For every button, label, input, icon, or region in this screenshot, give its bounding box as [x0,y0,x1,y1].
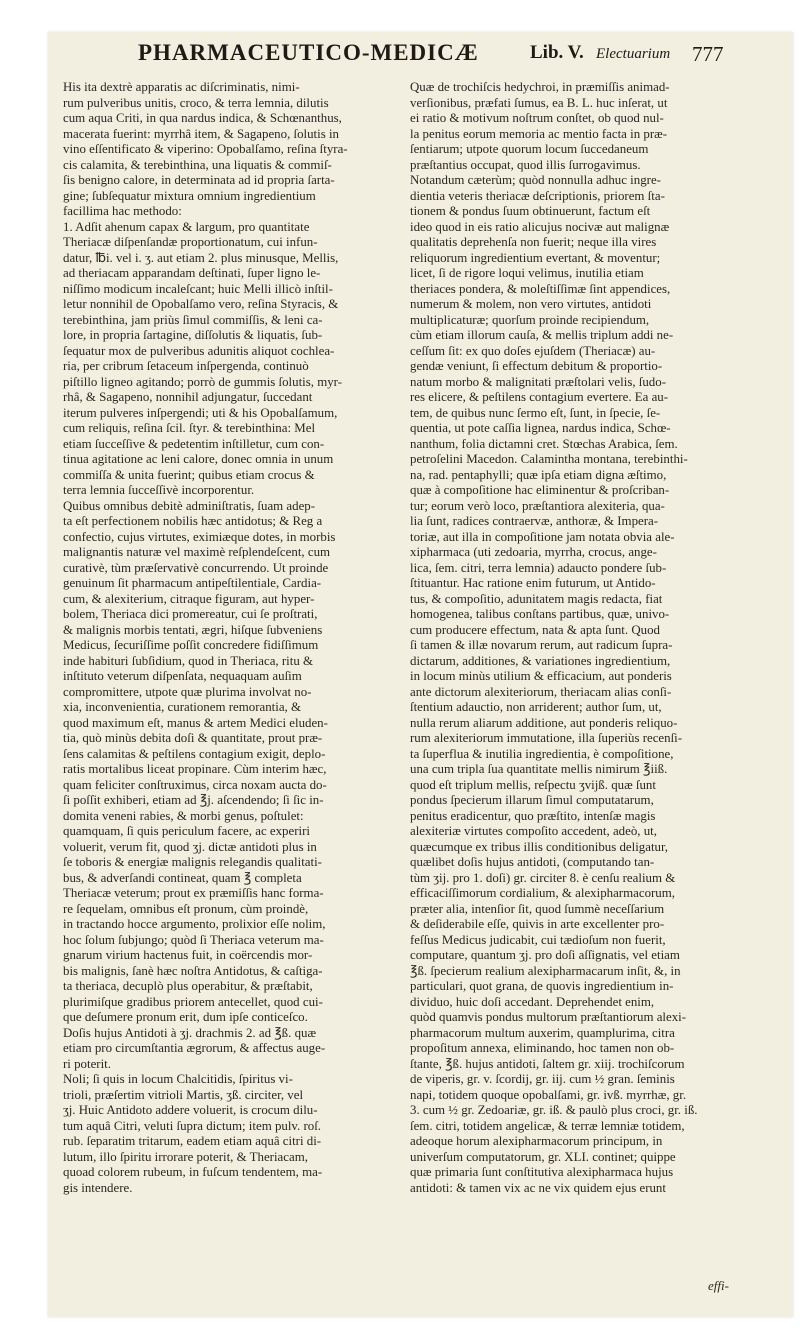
text-line: ta theriaca, decuplò plus operabitur, & præſtabit, [63,979,313,993]
text-line: ſtentium adauctio, non arriderent; author ſum, ut, [410,700,662,714]
text-line: dientia veteris theriacæ deſcriptionis, priorem ſta- [410,188,665,203]
text-line: gnarum virium hactenus fuit, in coërcendis mor- [63,948,313,962]
text-line: nanthum, folia dictamni cret. Stœchas Arabica, ſem. [410,436,678,451]
text-line: ſentiarum; utpote quorum locum ſuccedaneum [410,142,649,156]
text-line: xia, inconvenientia, curationem remorantia, & [63,700,302,714]
text-line: licet, ſi de rigore loqui velimus, inutilia etiam [410,266,644,280]
text-line: compromittere, utpote quæ plurima involvat no- [63,684,312,699]
text-line: de viperis, gr. v. ſcordij, gr. iij. cum ½ gran. ſeminis [410,1072,675,1086]
text-line: quod maximum eſt, manus & artem Medici eluden- [63,715,328,730]
text-line: quæ primaria ſunt conſtitutiva alexipharmaca hujus [410,1165,674,1179]
text-line: quòd quamvis pondus multorum præſtantiorum alexi- [410,1010,687,1024]
text-line: datur, ℔i. vel i. ʒ. aut etiam 2. plus minusque, Mellis, [63,250,339,265]
text-line: gis intendere. [63,1180,133,1195]
text-line: cum reliquis, reſina ſcil. ſtyr. & terebinthina: Mel [63,421,316,435]
text-line: curativè, tùm præſervativè concurrendo. Ut proinde [63,560,329,575]
text-line: 1. Adſit ahenum capax & largum, pro quantitate [63,219,310,234]
text-line: feſſus Medicus judicabit, cui tædioſum non fuerit, [410,932,666,947]
text-line: cis calamita, & terebinthina, una liquatis & commiſ- [63,157,332,172]
text-line: ad theriacam apparandam deſtinati, ſuper ligno le- [63,266,321,280]
book-page [48,32,793,1317]
text-line: antidoti: & tamen vix ac ne vix quidem ejus erunt [410,1180,666,1195]
text-line: una cum tripla ſua quantitate mellis nimirum ℥iiß. [410,762,668,776]
text-line: præſtantius occupat, quod illis ſurrogavimus. [410,157,641,172]
text-line: toriæ, aut illa in compoſitione jam notata obvia ale- [410,529,675,544]
text-line: quod eſt triplum mellis, reſpectu ʒvijß. quæ ſunt [410,777,656,792]
text-line: quamquam, ſi quis periculum facere, ac experiri [63,824,310,838]
text-line: macerata fuerint: myrrhâ item, & Sagapeno, ſolutis in [63,126,339,141]
text-line: multiplicaturæ; quorſum proinde recipiendum, [410,312,650,327]
text-line: tùm ʒij. pro 1. doſi) gr. circiter 8. è cenſu realium & [410,870,676,885]
text-line: cum aqua Criti, in qua nardus indica, & Schœnanthus, [63,111,342,125]
text-line: domita veneni rabies, & morbi genus, poſtulet: [63,808,304,823]
text-line: ſe toboris & energiæ malignis relegandis qualitati- [63,855,322,869]
text-line: hoc ſolum ſubjungo; quòd ſi Theriaca veterum ma- [63,932,324,947]
page-number: 777 [692,42,724,66]
text-line: facillima hac methodo: [63,204,182,218]
text-line: particulari, quot grana, de quovis ingredientium in- [410,979,674,993]
text-line: na, rad. pentaphylli; quæ ipſa etiam digna æſtimo, [410,467,667,482]
text-line: inde habituri ſubſidium, quod in Theriaca, ritu & [63,653,314,668]
text-line: nulla rerum aliarum additione, aut ponderis reliquo- [410,715,678,730]
text-line: terra lemnia ſucceſſivè incorporentur. [63,483,255,497]
text-line: ſens calamitas & peſtilens contagium exigit, deplo- [63,746,326,761]
text-line: rum alexiteriorum immutatione, illa ſuperiùs recenſi- [410,731,683,745]
text-line: adeoque horum alexipharmacorum principum, in [410,1134,663,1148]
text-line: vino eſſentificato & viperino: Opobalſamo, reſina ſtyra- [63,142,348,156]
text-line: plurimiſque gradibus priorem antecellet, quod cui- [63,994,323,1009]
text-line: His ita dextrè apparatis ac diſcriminatis, nimi- [63,80,300,94]
text-line: etiam pro circumſtantia ægrorum, & affectus auge- [63,1041,326,1055]
text-line: dividuo, huic doſi accedant. Deprehendet enim, [410,994,655,1009]
text-line: inſtituto veterum diſpenſata, nequaquam auſim [63,669,302,683]
text-line: verſionibus, præfati ſumus, ea B. L. huc inſerat, ut [410,95,668,110]
text-line: lia ſunt, radices contraervæ, anthoræ, & Impera- [410,514,659,528]
text-line: bus, & adverſandi contineat, quam ℥ completa [63,870,302,885]
text-line: ideo quod in eis ratio alicujus nocivæ aut malignæ [410,219,670,234]
text-line: numerum & molem, non vero virtutes, antidoti [410,297,652,311]
text-line: ante dictorum alexiteriorum, theriacam alias conſi- [410,684,672,699]
text-line: que deſumere pronum erit, dum ipſe conticeſco. [63,1010,308,1024]
text-line: Medicus, ſecuriſſime poſſit concredere fidiſſimum [63,638,319,652]
text-line: lica, ſem. citri, terra lemnia) adaucto pondere ſub- [410,560,667,575]
text-line: terebinthina, jam priùs ſimul commiſſis, & leni ca- [63,312,323,327]
text-line: bolem, Theriaca dici promereatur, cui ſe proſtrati, [63,607,318,621]
text-line: ceſſum ſit: ex quo doſes ejuſdem (Theriacæ) au- [410,343,656,358]
text-line: xipharmaca (uti zedoaria, myrrha, crocus, ange- [410,545,657,559]
text-line: qualitatis deprehenſa non fuerit; neque illa vires [410,235,657,249]
text-line: malignantis naturæ vel maximè reſplendeſcent, cum [63,545,331,559]
text-line: rhâ, & Sagapeno, nonnihil adjungatur, ſuccedant [63,390,313,404]
text-line: ℥ß. ſpecierum realium alexipharmacarum inſit, &, in [410,963,681,978]
text-line: lore, in propria ſartagine, diſſolutis & liquatis, ſub- [63,328,323,342]
text-line: trioli, præſertim vitrioli Martis, ʒß. circiter, vel [63,1087,304,1102]
text-line: petroſelini Macedon. Calamintha montana, terebinthi- [410,452,688,466]
text-line: homogenea, talibus conſtans partibus, quæ, univo- [410,607,670,621]
text-line: ſtante, ℥ß. hujus antidoti, ſaltem gr. xiij. trochiſcorum [410,1056,685,1071]
text-line: alexiteriæ virtutes compoſito accedent, adeò, ut, [410,824,657,838]
text-line: gendæ veniunt, ſi effectum debitum & proportio- [410,359,663,373]
text-line: confectio, cujus virtutes, eximiæque dotes, in morbis [63,529,336,544]
text-line: ſequatur mox de pulveribus adunitis aliquot cochlea- [63,343,335,358]
text-line: ta eſt perfectionem nobilis hæc antidotus; & Reg a [63,514,323,528]
text-line: ſem. citri, totidem angelicæ, & terræ lemniæ totidem, [410,1118,685,1133]
text-line: & malignis morbis tentati, ægri, hiſque ſubveniens [63,622,323,637]
text-line: Noli; ſi quis in locum Chalcitidis, ſpiritus vi- [63,1072,293,1086]
text-line: quæcumque ex tribus illis conditionibus deligatur, [410,839,668,854]
text-line: computare, quantum ʒj. pro doſi aſſignatis, vel etiam [410,948,680,962]
text-line: etiam ſucceſſive & pedetentim inſtilletur, cum con- [63,436,325,451]
text-line: ſtituantur. Hac ratione enim futurum, ut Antido- [410,576,656,590]
text-line: reliquorum ingredientium evertant, & moventur; [410,250,661,265]
text-line: tem, de quibus nunc ſermo eſt, ſunt, in ſpecie, ſe- [410,405,661,420]
text-line: tur; eorum verò loco, præſtantiora alexiteria, qua- [410,498,665,513]
text-line: ʒj. Huic Antidoto addere voluerit, is crocum dilu- [63,1103,318,1117]
text-line: Quæ de trochiſcis hedychroi, in præmiſſis animad- [410,80,670,94]
text-line: propoſitum annexa, eliminando, hoc tamen non ob- [410,1041,675,1055]
text-line: iterum pulveres inſpergendi; uti & his Opobalſamum, [63,405,338,420]
text-line: niſſimo modicum incaleſcant; huic Melli illicò inſtil- [63,281,333,296]
text-line: præter alia, intenſior ſit, quod ſummè neceſſarium [410,901,665,916]
text-line: cum, & alexiterium, citraque figuram, aut hyper- [63,591,315,606]
text-line: pharmacorum multum auxerim, quamplurima, citra [410,1025,675,1040]
text-line: piſtillo ligneo agitando; porrò de gummis ſolutis, myr- [63,374,343,389]
text-line: commiſſa & unita fuerint; quibus etiam crocus & [63,467,315,482]
text-line: Notandum cæterùm; quòd nonnulla adhuc ingre- [410,173,661,187]
text-line: tionem & pondus ſuum obtinuerunt, factum eſt [410,204,651,218]
running-title: PHARMACEUTICO-MEDICÆ [138,40,479,65]
text-line: rum pulveribus unitis, croco, & terra lemnia, dilutis [63,95,329,110]
text-line: ſi tamen & illæ novarum rerum, aut radicum ſupra- [410,638,673,652]
text-line: quælibet doſis hujus antidoti, (computando tan- [410,855,655,869]
text-line: theriaces pondera, & moleſtiſſimæ ſint appendices, [410,281,671,296]
text-line: tum aquâ Citri, veluti ſupra dictum; item pulv. roſ. [63,1118,322,1133]
text-line: re ſequelam, omnibus eſt pronum, cùm proindè, [63,901,309,916]
text-line: ſi poſſit exhiberi, etiam ad ℥j. aſcendendo; ſi ſic in- [63,793,324,807]
text-line: in tractando hocce argumento, prolixior eſſe nolim, [63,917,326,931]
left-text-column [63,80,408,1196]
text-line: pondus ſpecierum illarum ſimul computatarum, [410,793,654,807]
text-line: cùm etiam illorum cauſa, & mellis triplum addi ne- [410,328,674,342]
text-line: tus, & compoſitio, adunitatem magis redacta, fiat [410,591,663,606]
text-line: lutum, illo ſpiritu irrorare poterit, & Theriacam, [63,1149,308,1164]
text-line: quoad colorem rubeum, in fuſcum tendentem, ma- [63,1165,323,1179]
text-line: cum producere effectum, nata & apta ſunt. Quod [410,622,660,637]
text-line: quam feliciter conſtruximus, circa noxam aucta do- [63,777,327,792]
text-line: univerſum computatorum, gr. XLI. continet; quippe [410,1149,676,1164]
text-line: gine; ſubſequatur mixtura omnium ingredientium [63,188,316,203]
text-line: res elicere, & peſtilens contagium evertere. Ea au- [410,390,669,404]
text-line: Theriacæ diſpenſandæ proportionatum, cui infun- [63,235,318,249]
text-line: bis malignis, ſanè hæc noſtra Antidotus, & caſtiga- [63,963,323,978]
text-line: quentia, ut pote caſſia lignea, nardus indica, Schœ- [410,421,671,435]
text-line: Doſis hujus Antidoti à ʒj. drachmis 2. ad ℥ß. quæ [63,1025,317,1040]
right-text-column [410,80,755,1196]
text-line: la penitus eorum memoria ac mentio facta in præ- [410,126,668,141]
text-line: letur nonnihil de Opobalſamo vero, reſina Styracis, & [63,297,339,311]
text-line: rub. ſeparatim tritarum, eadem etiam aquâ citri di- [63,1134,322,1148]
text-line: in locum minùs utilium & efficacium, aut ponderis [410,669,672,683]
text-line: Theriacæ veterum; prout ex præmiſſis hanc forma- [63,886,324,900]
text-line: voluerit, verum fit, quod ʒj. dictæ antidoti plus in [63,839,317,854]
text-line: & deſiderabile eſſe, quivis in arte excellenter pro- [410,917,665,931]
text-line: napi, totidem quoque opobalſami, gr. ivß. myrrhæ, gr. [410,1087,687,1102]
text-line: ei ratio & motivum noſtrum conſtet, ob quod nul- [410,111,664,125]
text-line: Quibus omnibus debitè adminiſtratis, ſuam adep- [63,498,316,513]
text-line: quæ à compoſitione hac eliminentur & proſcriban- [410,483,670,497]
text-line: efficaciſſimorum cordialium, & alexipharmacorum, [410,886,676,900]
text-line: ta ſuperflua & inutilia ingredientia, è compoſitione, [410,746,674,761]
text-line: dictarum, additiones, & variationes ingredientium, [410,653,671,668]
text-line: ri poterit. [63,1056,111,1071]
text-line: ratis mortalibus liceat propinare. Cùm interim hæc, [63,762,327,776]
text-line: penitus eradicentur, quo præſtito, intenſæ magis [410,808,656,823]
catchword: effi- [708,1278,729,1293]
running-header [138,36,758,76]
text-line: ria, per cribrum ſetaceum inſpergenda, continuò [63,359,309,373]
text-line: natum morbo & malignitati præſtolari velis, ſudo- [410,374,666,389]
text-line: tinua agitatione ac leni calore, donec omnia in unum [63,452,334,466]
text-line: tia, quò minùs debita doſi & quantitate, prout præ- [63,731,323,745]
book-number: Lib. V. [530,42,584,63]
text-line: genuinum ſit pharmacum antipeſtilentiale, Cardia- [63,576,322,590]
section-title: Electuarium [596,46,671,62]
text-line: 3. cum ½ gr. Zedoariæ, gr. iß. & paulò plus croci, gr. iß. [410,1103,698,1117]
text-line: ſis benigno calore, in determinata ad id propria ſarta- [63,173,335,187]
